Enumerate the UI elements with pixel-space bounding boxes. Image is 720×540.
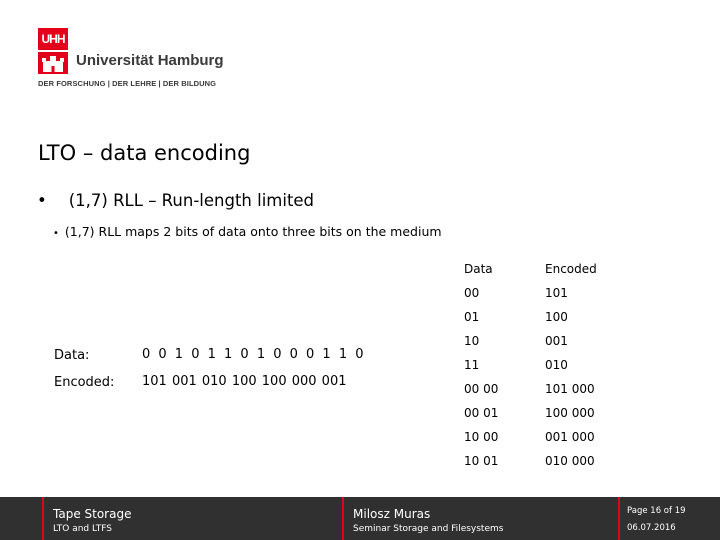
table-cell-encoded: 001 000 bbox=[545, 430, 595, 444]
logo-mark: UHH bbox=[38, 28, 68, 50]
slide-title: LTO – data encoding bbox=[38, 141, 251, 165]
footer-topic: LTO and LTFS bbox=[53, 524, 113, 534]
table-cell-encoded: 010 bbox=[545, 358, 568, 372]
data-bits: 0 0 1 0 1 1 0 1 0 0 0 1 1 0 bbox=[142, 347, 364, 362]
table-cell-encoded: 010 000 bbox=[545, 454, 595, 468]
table-row bbox=[464, 454, 664, 474]
table-cell-data: 10 01 bbox=[464, 454, 499, 468]
bullet-level1 bbox=[37, 191, 314, 210]
footer-divider bbox=[342, 497, 344, 540]
university-name: Universität Hamburg bbox=[76, 52, 224, 69]
table-cell-encoded: 100 000 bbox=[545, 406, 595, 420]
table-row bbox=[464, 358, 664, 378]
footer-divider bbox=[42, 497, 44, 540]
table-row bbox=[464, 334, 664, 354]
table-cell-data: 01 bbox=[464, 310, 480, 324]
footer-author: Milosz Muras bbox=[353, 507, 431, 521]
table-cell-encoded: 001 bbox=[545, 334, 568, 348]
table-cell-data: 10 bbox=[464, 334, 480, 348]
table-row bbox=[464, 406, 664, 426]
table-cell-data: 00 01 bbox=[464, 406, 499, 420]
table-cell-data: 00 bbox=[464, 286, 480, 300]
table-cell-data: 11 bbox=[464, 358, 480, 372]
table-row bbox=[464, 382, 664, 402]
slide-footer bbox=[0, 497, 720, 540]
table-cell-data: 10 00 bbox=[464, 430, 499, 444]
university-tagline: DER FORSCHUNG | DER LEHRE | DER BILDUNG bbox=[38, 79, 217, 88]
table-cell-encoded: 100 bbox=[545, 310, 568, 324]
table-row bbox=[464, 286, 664, 306]
table-header-row bbox=[464, 262, 664, 282]
hamburg-castle-icon bbox=[38, 52, 68, 74]
footer-course: Tape Storage bbox=[53, 507, 132, 521]
footer-date: 06.07.2016 bbox=[627, 523, 676, 533]
footer-page-number: Page 16 of 19 bbox=[627, 506, 686, 516]
table-row bbox=[464, 310, 664, 330]
table-cell-data: 00 00 bbox=[464, 382, 499, 396]
footer-divider bbox=[618, 497, 620, 540]
table-header-data: Data bbox=[464, 262, 493, 276]
table-row bbox=[464, 430, 664, 450]
encoded-label: Encoded: bbox=[54, 375, 115, 390]
data-label: Data: bbox=[54, 348, 90, 363]
table-cell-encoded: 101 000 bbox=[545, 382, 595, 396]
table-cell-encoded: 101 bbox=[545, 286, 568, 300]
bullet-level2 bbox=[53, 224, 442, 239]
bullet-dot-icon: • bbox=[37, 191, 47, 210]
bullet-level1-text: (1,7) RLL – Run-length limited bbox=[68, 191, 315, 210]
footer-seminar: Seminar Storage and Filesystems bbox=[353, 524, 504, 534]
bullet-level2-text: (1,7) RLL maps 2 bits of data onto three bits on the medium bbox=[64, 224, 442, 239]
table-header-encoded: Encoded bbox=[545, 262, 597, 276]
encoded-bits: 101 001 010 100 100 000 001 bbox=[142, 374, 347, 389]
bullet-dot-icon: • bbox=[53, 228, 59, 239]
university-logo bbox=[38, 28, 228, 92]
